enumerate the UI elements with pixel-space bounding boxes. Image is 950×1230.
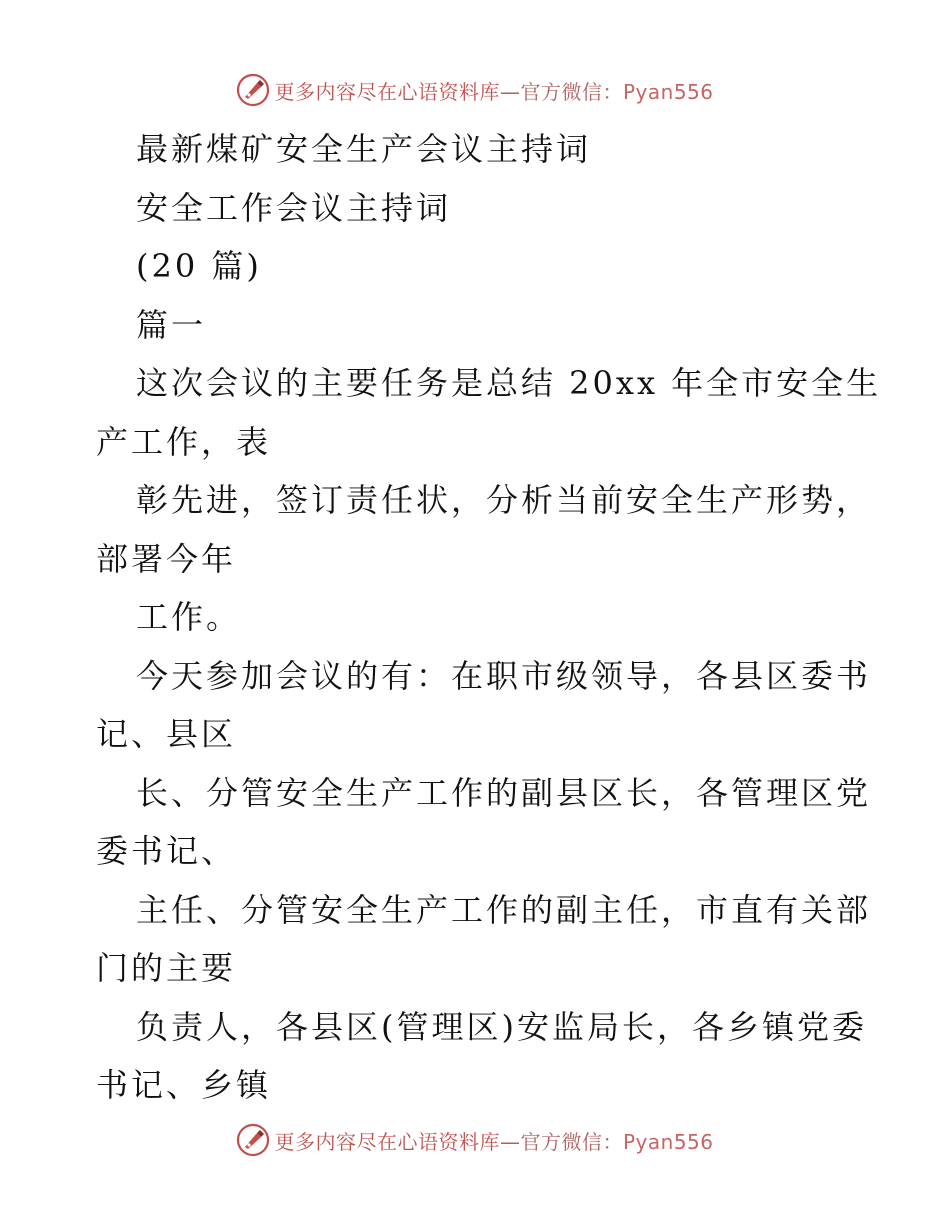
watermark-dash: —: [499, 1129, 521, 1154]
watermark-text: [274, 1126, 713, 1155]
doc-count: (20 篇): [136, 247, 262, 285]
watermark-id: Pyan556: [622, 1129, 714, 1154]
paragraph-line: 主任、分管安全生产工作的副主任，市直有关部: [136, 890, 872, 929]
paragraph-line: 部署今年: [96, 539, 237, 578]
paragraph-line: 负责人，各县区(管理区)安监局长，各乡镇党委: [136, 1007, 867, 1046]
paragraph-line: 这次会议的主要任务是总结 20xx 年全市安全生: [136, 364, 882, 402]
pen-nib-logo-icon: [236, 73, 270, 107]
paragraph-line: 门的主要: [96, 949, 237, 987]
watermark-sub: 官方微信：: [520, 1129, 623, 1154]
paragraph-line: 彰先进，签订责任状，分析当前安全生产形势，: [136, 481, 872, 519]
pen-nib-logo-icon: [236, 1123, 270, 1157]
paragraph-line: 今天参加会议的有：在职市级领导，各县区委书: [136, 656, 872, 695]
watermark-dash: —: [499, 79, 521, 104]
watermark-main: 更多内容尽在心语资料库: [274, 1129, 500, 1154]
paragraph-line: 产工作，表: [96, 422, 272, 461]
header-watermark: [0, 70, 950, 110]
doc-title: 最新煤矿安全生产会议主持词: [136, 130, 592, 168]
watermark-id: Pyan556: [622, 79, 714, 104]
watermark-main: 更多内容尽在心语资料库: [274, 79, 500, 104]
watermark-text: [274, 76, 713, 105]
doc-subtitle: 安全工作会议主持词: [136, 188, 452, 227]
watermark-sub: 官方微信：: [520, 79, 623, 104]
paragraph-line: 长、分管安全生产工作的副县区长，各管理区党: [136, 773, 872, 812]
footer-watermark: [0, 1120, 950, 1160]
paragraph-line: 记、县区: [96, 715, 237, 753]
paragraph-line: 工作。: [136, 598, 242, 636]
section-heading: 篇一: [136, 305, 207, 344]
paragraph-line: 书记、乡镇: [96, 1066, 272, 1104]
document-body: [96, 120, 882, 1115]
paragraph-line: 委书记、: [96, 832, 237, 870]
